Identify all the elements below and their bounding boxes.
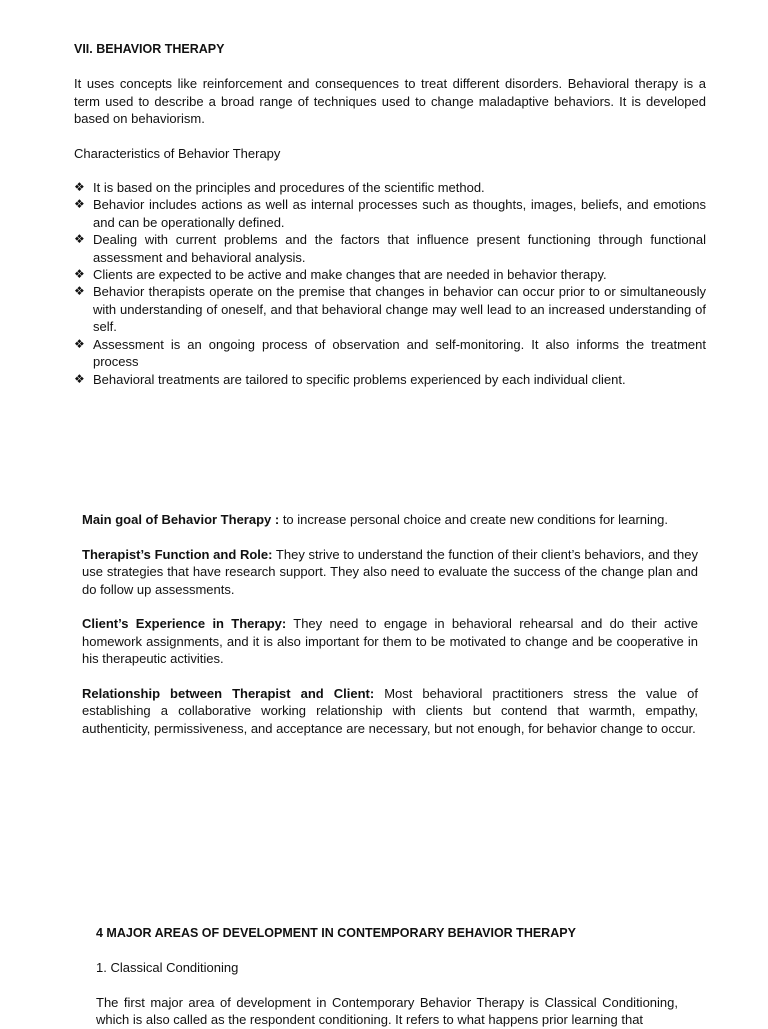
- characteristics-list: [74, 179, 706, 388]
- list-item: [74, 371, 706, 388]
- item-text: to increase personal choice and create new conditions for learning.: [279, 512, 668, 527]
- classical-conditioning-subtitle: 1. Classical Conditioning: [96, 960, 239, 976]
- list-item: [74, 336, 706, 371]
- diamond-bullet-icon: ❖: [74, 284, 85, 299]
- diamond-bullet-icon: ❖: [74, 267, 85, 282]
- diamond-bullet-icon: ❖: [74, 232, 85, 247]
- list-item: [74, 231, 706, 266]
- item-label: Main goal of Behavior Therapy :: [82, 512, 280, 527]
- item-text: They strive to understand the function of their client’s behaviors, and they use strategies that have research support. They also need to evaluate the success of the change plan and do follow up assessments.: [82, 546, 698, 597]
- list-item-text: Assessment is an ongoing process of observation and self-monitoring. It also informs the treatment process: [93, 336, 706, 370]
- diamond-bullet-icon: ❖: [74, 180, 85, 195]
- list-item-text: Dealing with current problems and the factors that influence present functioning through functional assessment and behavioral analysis.: [93, 232, 706, 265]
- therapist-role-paragraph: [82, 546, 698, 598]
- list-item-text: Behavior therapists operate on the premise that changes in behavior can occur prior to or simultaneously with understanding of oneself, and that behavioral change may well lead to an increased understanding of self.: [93, 284, 706, 335]
- main-goal-paragraph: [82, 511, 698, 528]
- item-text: They need to engage in behavioral rehearsal and do their active homework assignments, and it is also important for them to be motivated to change and be cooperative in his therapeutic activities.: [82, 616, 698, 667]
- list-item: [74, 266, 706, 283]
- item-label: Client’s Experience in Therapy:: [82, 616, 287, 632]
- relationship-paragraph: [82, 685, 698, 737]
- section-title: VII. BEHAVIOR THERAPY: [74, 42, 225, 56]
- client-experience-paragraph: [82, 615, 698, 667]
- list-item: [74, 179, 706, 196]
- classical-conditioning-paragraph: The first major area of development in Contemporary Behavior Therapy is Classical Conditioning, which is also called as the respondent conditioning. It refers to what happens prior learning that: [96, 994, 678, 1028]
- list-item: [74, 196, 706, 231]
- list-item-text: It is based on the principles and procedures of the scientific method.: [93, 180, 485, 196]
- list-item-text: Behavior includes actions as well as internal processes such as thoughts, images, beliefs, and emotions and can be operationally defined.: [93, 197, 706, 230]
- diamond-bullet-icon: ❖: [74, 371, 85, 386]
- characteristics-subtitle: Characteristics of Behavior Therapy: [74, 145, 281, 161]
- item-text: Most behavioral practitioners stress the value of establishing a collaborative working relationship with clients but contend that warmth, empathy, authenticity, permissiveness, and acceptance are necessary, but not enough, for behavior change to occur.: [82, 686, 698, 736]
- section-therapy-aspects: [82, 511, 698, 737]
- diamond-bullet-icon: ❖: [74, 336, 85, 351]
- list-item-text: Clients are expected to be active and make changes that are needed in behavior therapy.: [93, 267, 607, 283]
- section-behavior-therapy: [74, 41, 706, 388]
- section-major-areas: [96, 925, 678, 1029]
- intro-paragraph: It uses concepts like reinforcement and consequences to treat different disorders. Behavioral therapy is a term used to describe a broad range of techniques used to change maladaptive behaviors. It is developed based on behaviorism.: [74, 76, 706, 127]
- item-label: Therapist’s Function and Role:: [82, 546, 273, 562]
- diamond-bullet-icon: ❖: [74, 197, 85, 212]
- list-item: [74, 283, 706, 335]
- item-label: Relationship between Therapist and Client:: [82, 686, 375, 702]
- list-item-text: Behavioral treatments are tailored to specific problems experienced by each individual client.: [93, 371, 626, 387]
- section-title: 4 MAJOR AREAS OF DEVELOPMENT IN CONTEMPORARY BEHAVIOR THERAPY: [96, 926, 576, 940]
